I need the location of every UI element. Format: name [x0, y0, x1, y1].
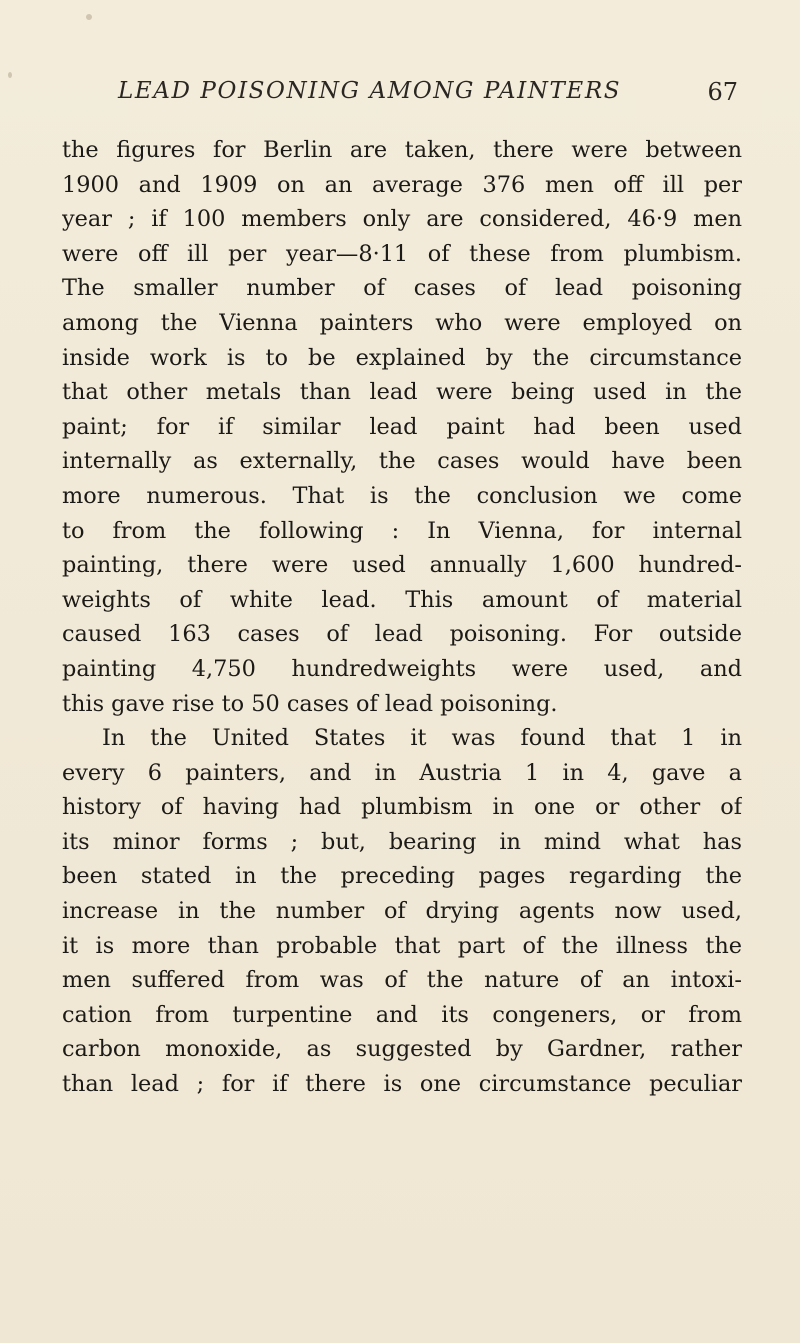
text-line: men suffered from was of the nature of an intoxi-: [62, 967, 742, 994]
text-line: painting 4,750 hundredweights were used, and: [62, 655, 742, 682]
paper-speck: [8, 72, 12, 78]
text-line: every 6 painters, and in Austria 1 in 4, gave a: [62, 759, 742, 786]
page-number: 67: [707, 78, 738, 106]
text-line: painting, there were used annually 1,600 hundred-: [62, 552, 742, 579]
text-line: more numerous. That is the conclusion we come: [62, 482, 742, 509]
text-line: inside work is to be explained by the circumstance: [62, 344, 742, 371]
text-line: 1900 and 1909 on an average 376 men off ill per: [62, 171, 742, 198]
text-line: history of having had plumbism in one or other of: [62, 794, 742, 821]
text-line: internally as externally, the cases would have been: [62, 448, 742, 475]
text-line: this gave rise to 50 cases of lead poisoning.: [62, 690, 558, 717]
text-line: among the Vienna painters who were employed on: [62, 309, 742, 336]
text-line: paint; for if similar lead paint had been used: [62, 413, 742, 440]
text-line: than lead ; for if there is one circumstance peculiar: [62, 1071, 742, 1098]
text-line: the figures for Berlin are taken, there were between: [62, 137, 742, 163]
body-text: [62, 133, 742, 1102]
text-line: its minor forms ; but, bearing in mind what has: [62, 828, 742, 855]
text-line: it is more than probable that part of the illness the: [62, 932, 742, 959]
page-header: [118, 78, 738, 118]
text-line: increase in the number of drying agents now used,: [62, 898, 742, 925]
text-line: The smaller number of cases of lead poisoning: [62, 275, 742, 302]
text-line: been stated in the preceding pages regarding the: [62, 863, 742, 890]
paper-speck: [86, 14, 92, 20]
paragraph-start-line: In the United States it was found that 1 in: [102, 725, 742, 752]
running-head: LEAD POISONING AMONG PAINTERS: [118, 78, 622, 104]
text-line: cation from turpentine and its congeners, or from: [62, 1001, 742, 1028]
text-line: that other metals than lead were being used in the: [62, 379, 742, 406]
text-line: weights of white lead. This amount of material: [62, 586, 742, 613]
text-line: to from the following : In Vienna, for internal: [62, 517, 742, 544]
text-line: were off ill per year—8·11 of these from plumbism.: [62, 240, 742, 267]
text-line: carbon monoxide, as suggested by Gardner, rather: [62, 1036, 742, 1063]
text-line: caused 163 cases of lead poisoning. For outside: [62, 621, 742, 648]
text-line: year ; if 100 members only are considered, 46·9 men: [62, 206, 742, 233]
